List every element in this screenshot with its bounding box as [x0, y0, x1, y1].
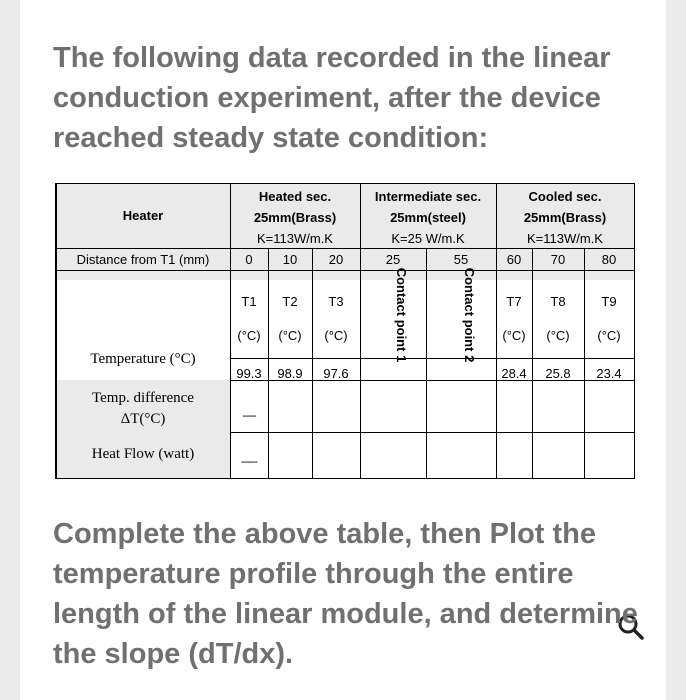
sensor-label: T8: [550, 294, 566, 309]
temp-difference-label: Temp. difference ΔT(°C): [92, 390, 194, 427]
unit-label: (°C): [237, 328, 261, 343]
distance-value: 70: [550, 252, 566, 267]
contact-point-2: Contact point 2: [462, 267, 477, 363]
distance-value: 60: [506, 252, 522, 267]
distance-value: 80: [601, 252, 617, 267]
temperature-value: 28.4: [501, 366, 527, 381]
sensor-label: T9: [601, 294, 617, 309]
unit-label: (°C): [278, 328, 302, 343]
heat-flow-placeholder: ------: [241, 456, 257, 468]
heated-section-header: Heated sec. 25mm(Brass) K=113W/m.K: [253, 189, 337, 246]
temp-difference-placeholder: -----: [242, 410, 256, 422]
heater-header: Heater: [122, 208, 164, 223]
question-task: Complete the above table, then Plot the temperature profile through the entire length of the linear module, and determine the slope (dT/dx).: [53, 518, 638, 670]
unit-label: (°C): [597, 328, 621, 343]
temperature-value: 23.4: [596, 366, 622, 381]
heat-flow-label: Heat Flow (watt): [91, 446, 195, 462]
distance-value: 25: [385, 252, 401, 267]
intermediate-section-header: Intermediate sec. 25mm(steel) K=25 W/m.K: [374, 189, 482, 246]
distance-value: 10: [282, 252, 298, 267]
distance-value: 55: [453, 252, 469, 267]
sensor-label: T1: [241, 294, 257, 309]
temperature-value: 98.9: [277, 366, 303, 381]
distance-value: 0: [245, 252, 253, 267]
unit-label: (°C): [502, 328, 526, 343]
unit-label: (°C): [546, 328, 570, 343]
unit-label: (°C): [324, 328, 348, 343]
temperature-value: 97.6: [323, 366, 349, 381]
temperature-label: Temperature (°C): [90, 351, 196, 367]
cooled-section-header: Cooled sec. 25mm(Brass) K=113W/m.K: [523, 189, 607, 246]
question-intro: The following data recorded in the linear conduction experiment, after the device reached steady state condition:: [53, 42, 611, 154]
sensor-label: T3: [328, 294, 344, 309]
question-card: [20, 0, 666, 700]
temperature-value: 99.3: [236, 366, 262, 381]
distance-value: 20: [328, 252, 344, 267]
data-table: [55, 183, 635, 479]
distance-label: Distance from T1 (mm): [76, 252, 210, 267]
contact-point-1: Contact point 1: [394, 267, 409, 363]
sensor-label: T7: [506, 294, 522, 309]
sensor-label: T2: [282, 294, 298, 309]
temperature-value: 25.8: [545, 366, 571, 381]
